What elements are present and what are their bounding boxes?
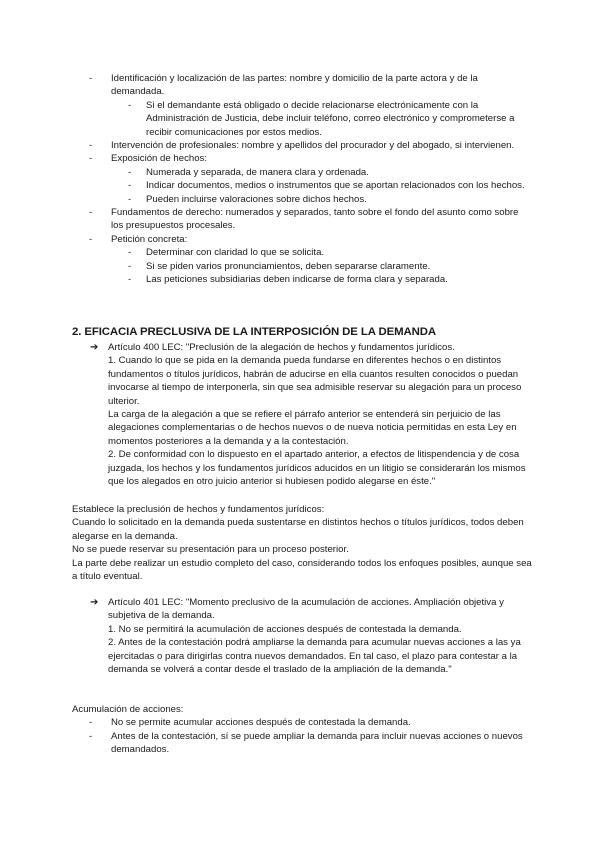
list-item: - Indicar documentos, medios o instrumentos que se aportan relacionados con los hechos.	[128, 180, 525, 192]
list-item: - Petición concreta:	[89, 233, 188, 245]
dash-bullet: -	[89, 233, 93, 245]
list-item: - Si se piden varios pronunciamientos, deben separarse claramente.	[128, 260, 431, 272]
accumulation-section	[72, 703, 532, 757]
dash-bullet: -	[89, 153, 93, 165]
list-item: - Si el demandante está obligado o decide relacionarse electrónicamente con la Administración de Justicia, debe incluir teléfono, correo electrónico y comprometerse a recibir comunicaciones por estos medios.	[128, 99, 515, 138]
list-item: - Antes de la contestación, sí se puede ampliar la demanda para incluir nuevas acciones o nuevos demandados.	[89, 730, 523, 756]
arrow-right-icon: ➔	[90, 342, 99, 353]
section-heading: 2. EFICACIA PRECLUSIVA DE LA INTERPOSICIÓN DE LA DEMANDA	[72, 326, 436, 338]
list-item: - Las peticiones subsidiarias deben indicarse de forma clara y separada.	[128, 274, 448, 286]
arrow-right-icon: ➔	[90, 597, 99, 608]
dash-bullet: -	[128, 166, 132, 178]
dash-bullet: -	[128, 274, 132, 286]
dash-bullet: -	[89, 140, 93, 152]
list-item: - No se permite acumular acciones después de contestada la demanda.	[89, 717, 411, 729]
list-item: - Intervención de profesionales: nombre y apellidos del procurador y del abogado, si intervienen.	[89, 140, 515, 152]
dash-bullet: -	[89, 717, 93, 729]
article-400-quote: ➔ Artículo 400 LEC: "Preclusión de la alegación de hechos y fundamentos jurídicos. 1. Cuando lo que se pida en la demanda pueda fundarse en diferentes hechos o en distintos fundamentos o títulos jurídicos, habrán de aducirse en ella cuantos resulten conocidos o puedan invocarse al tiempo de interponerla, sin que sea admisible reservar su alegación para un proceso ulterior. La carga de la alegación a que se refiere el párrafo anterior se entenderá sin perjuicio de las alegaciones complementarias o de hechos nuevos o de nueva noticia permitidas en esta Ley en momentos posteriores a la demanda y a la contestación. 2. De conformidad con lo dispuesto en el apartado anterior, a efectos de litispendencia y de cosa juzgada, los hechos y los fundamentos jurídicos aducidos en un litigio se considerarán los mismos que los alegados en otro juicio anterior si hubiesen podido alegarse en éste."	[90, 342, 526, 488]
list-item: - Numerada y separada, de manera clara y ordenada.	[128, 166, 369, 178]
accumulation-title: Acumulación de acciones:	[72, 704, 184, 715]
article-401-quote: ➔ Artículo 401 LEC: "Momento preclusivo de la acumulación de acciones. Ampliación objetiva y subjetiva de la demanda. 1. No se permitirá la acumulación de acciones después de contestada la demanda. 2. Antes de la contestación podrá ampliarse la demanda para acumular nuevas acciones a las ya ejercitadas o para dirigirlas contra nuevos demandados. En tal caso, el plazo para contestar a la demanda se volverá a contar desde el traslado de la ampliación de la demanda."	[90, 597, 521, 676]
dash-bullet: -	[128, 193, 132, 205]
dash-bullet: -	[128, 260, 132, 272]
list-item: - Fundamentos de derecho: numerados y separados, tanto sobre el fondo del asunto como sobre los presupuestos procesales.	[89, 207, 519, 232]
dash-bullet: -	[128, 247, 132, 259]
list-item: - Pueden incluirse valoraciones sobre dichos hechos.	[128, 193, 367, 205]
dash-bullet: -	[89, 207, 93, 219]
requirements-list	[72, 72, 532, 287]
list-item: - Exposición de hechos:	[89, 153, 207, 165]
preclusion-explanation: Establece la preclusión de hechos y fundamentos jurídicos: Cuando lo solicitado en la demanda pueda sustentarse en distintos hechos o títulos jurídicos, todos deben alegarse en la demanda. No se puede reservar su presentación para un proceso posterior. La parte debe realizar un estudio completo del caso, considerando todos los enfoques posibles, aunque sea a título eventual.	[72, 504, 532, 583]
dash-bullet: -	[89, 73, 93, 84]
dash-bullet: -	[128, 99, 132, 111]
dash-bullet: -	[128, 180, 132, 192]
list-item: - Identificación y localización de las partes: nombre y domicilio de la parte actora y de la demandada.	[89, 73, 478, 98]
list-item: - Determinar con claridad lo que se solicita.	[128, 247, 325, 259]
dash-bullet: -	[89, 730, 93, 742]
